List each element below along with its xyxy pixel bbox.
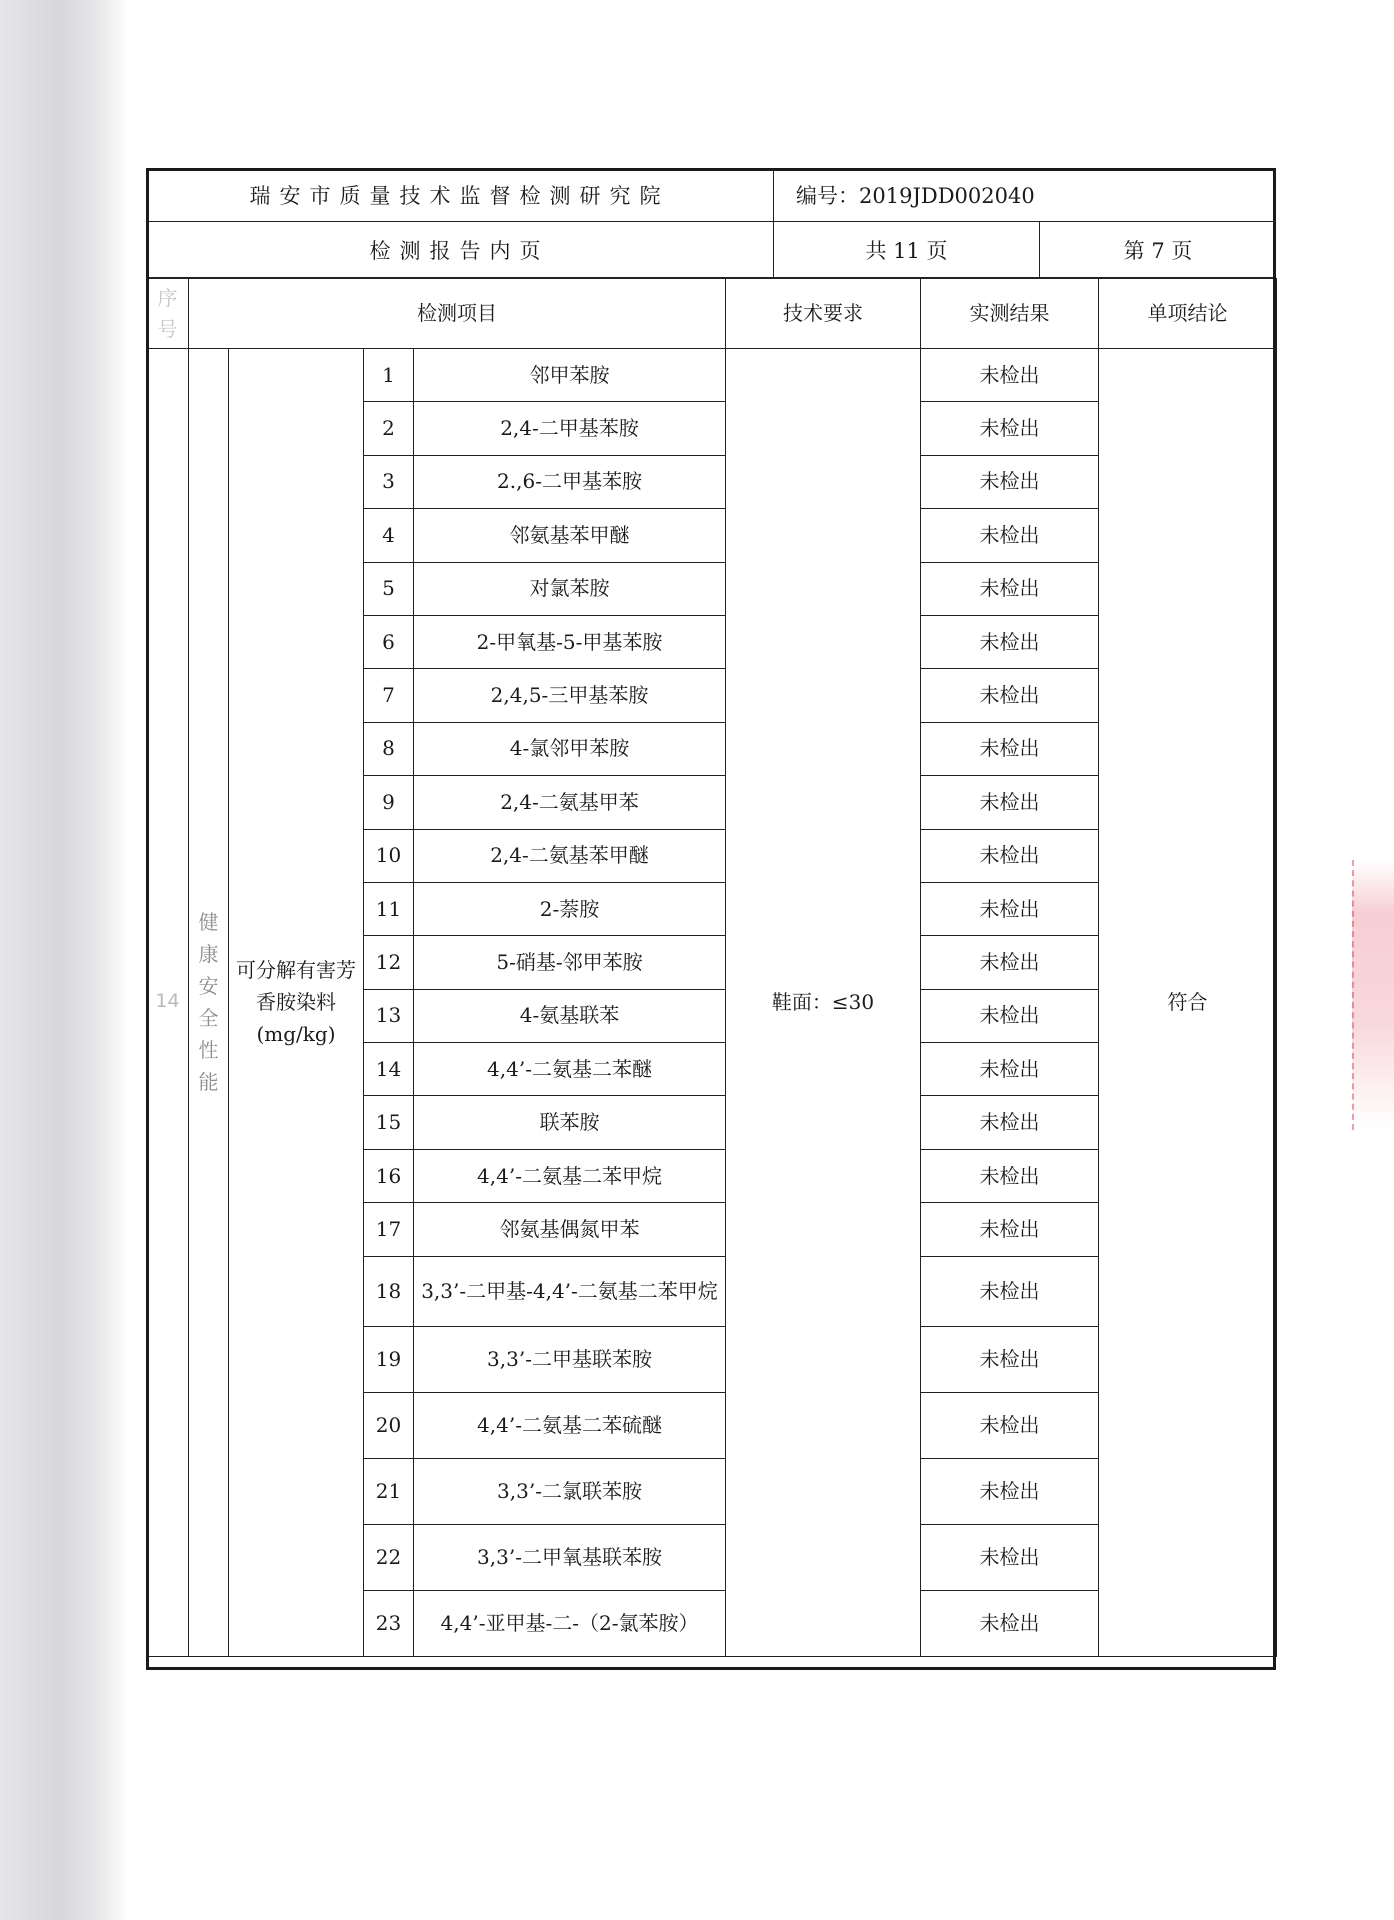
substance-name: 4,4’-二氨基二苯硫醚 — [414, 1392, 726, 1458]
seq-cell: 14 — [147, 349, 189, 1657]
result-cell: 未检出 — [921, 722, 1099, 775]
col-seq-header: 序号 — [147, 279, 189, 349]
substance-name: 4-氨基联苯 — [414, 989, 726, 1042]
substance-name: 2,4-二氨基甲苯 — [414, 776, 726, 829]
result-cell: 未检出 — [921, 1149, 1099, 1202]
page-binding-shadow — [0, 0, 128, 1920]
result-cell: 未检出 — [921, 776, 1099, 829]
result-cell: 未检出 — [921, 829, 1099, 882]
row-number: 18 — [364, 1256, 414, 1326]
substance-name: 邻氨基偶氮甲苯 — [414, 1203, 726, 1256]
substance-name: 3,3’-二氯联苯胺 — [414, 1458, 726, 1524]
row-number: 20 — [364, 1392, 414, 1458]
row-number: 12 — [364, 936, 414, 989]
row-number: 3 — [364, 455, 414, 508]
row-number: 23 — [364, 1590, 414, 1656]
table-row — [147, 349, 1277, 402]
substance-name: 3,3’-二甲氧基联苯胺 — [414, 1524, 726, 1590]
col-conclusion-header: 单项结论 — [1099, 279, 1277, 349]
substance-name: 4,4’-二氨基二苯醚 — [414, 1043, 726, 1096]
row-number: 19 — [364, 1326, 414, 1392]
total-pages: 共 11 页 — [774, 222, 1040, 278]
row-number: 15 — [364, 1096, 414, 1149]
row-number: 4 — [364, 509, 414, 562]
substance-name: 邻氨基苯甲醚 — [414, 509, 726, 562]
substance-name: 2,4-二氨基苯甲醚 — [414, 829, 726, 882]
row-number: 6 — [364, 615, 414, 668]
test-results-table — [146, 278, 1277, 1657]
substance-name: 5-硝基-邻甲苯胺 — [414, 936, 726, 989]
result-cell: 未检出 — [921, 455, 1099, 508]
substance-name: 4,4’-亚甲基-二-（2-氯苯胺） — [414, 1590, 726, 1656]
row-number: 17 — [364, 1203, 414, 1256]
result-cell: 未检出 — [921, 562, 1099, 615]
result-cell: 未检出 — [921, 402, 1099, 455]
row-number: 21 — [364, 1458, 414, 1524]
col-item-header: 检测项目 — [189, 279, 726, 349]
result-cell: 未检出 — [921, 1458, 1099, 1524]
substance-name: 2-萘胺 — [414, 882, 726, 935]
result-cell: 未检出 — [921, 615, 1099, 668]
category-label: 健康安全性能 — [198, 910, 219, 1095]
table-header-row — [147, 279, 1277, 349]
row-number: 7 — [364, 669, 414, 722]
substance-name: 4,4’-二氨基二苯甲烷 — [414, 1149, 726, 1202]
result-cell: 未检出 — [921, 1043, 1099, 1096]
row-number: 1 — [364, 349, 414, 402]
col-result-header: 实测结果 — [921, 279, 1099, 349]
result-cell: 未检出 — [921, 989, 1099, 1042]
report-number: 编号：2019JDD002040 — [774, 168, 1276, 222]
row-number: 11 — [364, 882, 414, 935]
result-cell: 未检出 — [921, 1590, 1099, 1656]
substance-name: 2,4-二甲基苯胺 — [414, 402, 726, 455]
substance-name: 2-甲氧基-5-甲基苯胺 — [414, 615, 726, 668]
row-number: 16 — [364, 1149, 414, 1202]
row-number: 8 — [364, 722, 414, 775]
result-cell: 未检出 — [921, 509, 1099, 562]
category-cell — [189, 349, 229, 1657]
result-cell: 未检出 — [921, 349, 1099, 402]
row-number: 2 — [364, 402, 414, 455]
substance-name: 4-氯邻甲苯胺 — [414, 722, 726, 775]
row-number: 9 — [364, 776, 414, 829]
substance-name: 联苯胺 — [414, 1096, 726, 1149]
item-name-cell: 可分解有害芳香胺染料(mg/kg) — [229, 349, 364, 1657]
row-number: 5 — [364, 562, 414, 615]
result-cell: 未检出 — [921, 1203, 1099, 1256]
result-cell: 未检出 — [921, 1096, 1099, 1149]
result-cell: 未检出 — [921, 1326, 1099, 1392]
row-number: 10 — [364, 829, 414, 882]
result-cell: 未检出 — [921, 1524, 1099, 1590]
red-seal-stamp-edge — [1352, 860, 1394, 1130]
institute-name: 瑞安市质量技术监督检测研究院 — [146, 168, 774, 222]
row-number: 14 — [364, 1043, 414, 1096]
result-cell: 未检出 — [921, 882, 1099, 935]
row-number: 22 — [364, 1524, 414, 1590]
conclusion-cell: 符合 — [1099, 349, 1277, 1657]
substance-name: 邻甲苯胺 — [414, 349, 726, 402]
requirement-cell: 鞋面：≤30 — [726, 349, 921, 1657]
substance-name: 3,3’-二甲基联苯胺 — [414, 1326, 726, 1392]
result-cell: 未检出 — [921, 669, 1099, 722]
page-number: 第 7 页 — [1040, 222, 1276, 278]
result-cell: 未检出 — [921, 1392, 1099, 1458]
substance-name: 对氯苯胺 — [414, 562, 726, 615]
result-cell: 未检出 — [921, 936, 1099, 989]
result-cell: 未检出 — [921, 1256, 1099, 1326]
substance-name: 2.,6-二甲基苯胺 — [414, 455, 726, 508]
report-subtitle: 检测报告内页 — [146, 222, 774, 278]
substance-name: 3,3’-二甲基-4,4’-二氨基二苯甲烷 — [414, 1256, 726, 1326]
report-sheet — [146, 168, 1276, 1670]
substance-name: 2,4,5-三甲基苯胺 — [414, 669, 726, 722]
col-requirement-header: 技术要求 — [726, 279, 921, 349]
row-number: 13 — [364, 989, 414, 1042]
